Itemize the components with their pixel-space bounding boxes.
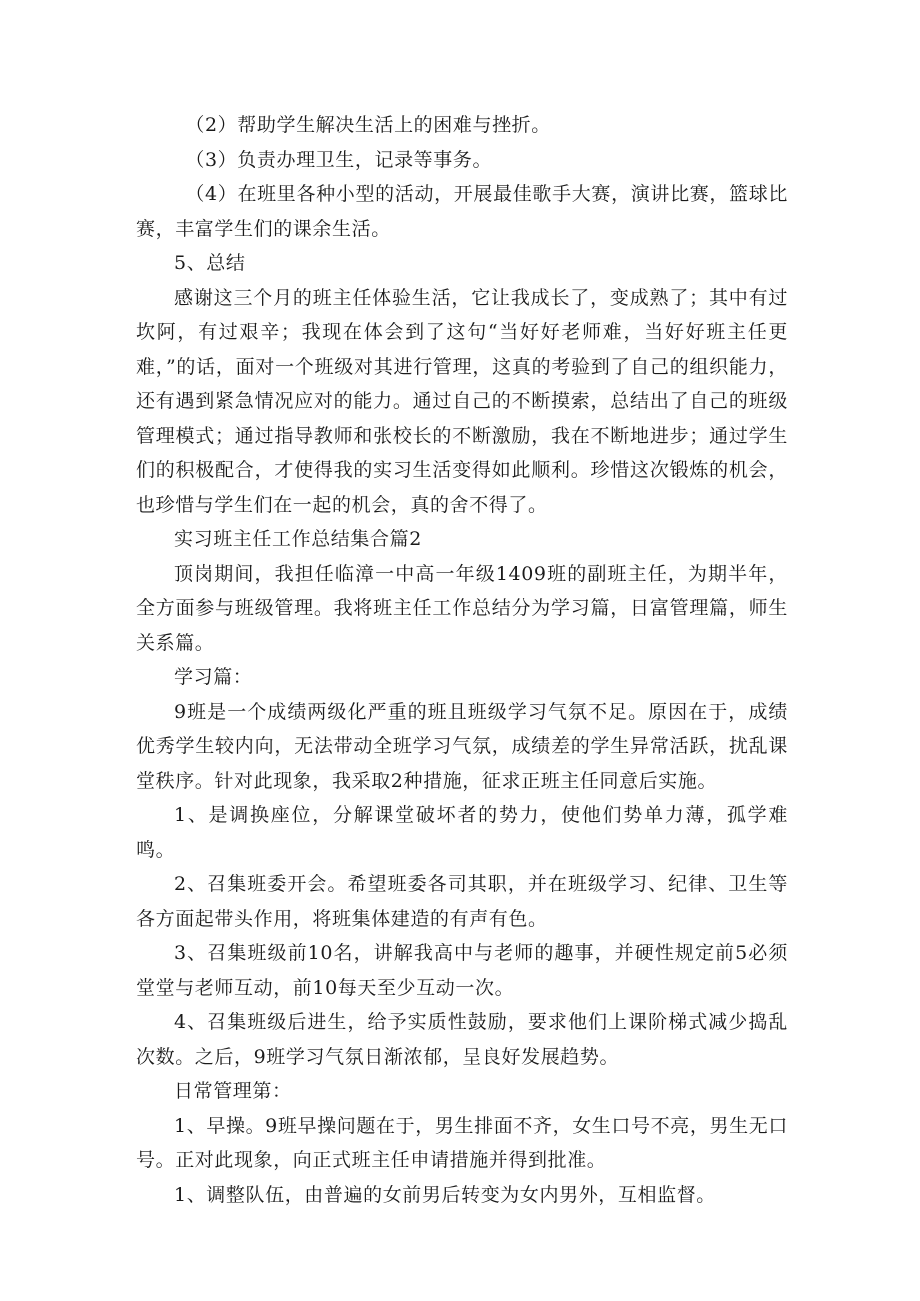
paragraph-measure-2: 2、召集班委开会。希望班委各司其职，并在班级学习、纪律、卫生等各方面起带头作用，将班集体建造的有声有色。	[136, 873, 788, 930]
paragraph-intro: 顶岗期间，我担任临漳一中高一年级1409班的副班主任，为期半年，全方面参与班级管理。我将班主任工作总结分为学习篇，日富管理篇，师生关系篇。	[136, 562, 788, 654]
paragraph-help-students: （2）帮助学生解决生活上的困难与挫折。	[185, 114, 551, 136]
paragraph-class-activities: （4）在班里各种小型的活动，开展最佳歌手大赛，演讲比赛，篮球比赛，丰富学生们的课余生活。	[136, 183, 788, 240]
article-title-part-2: 实习班主任工作总结集合篇2	[174, 528, 422, 550]
paragraph-adjust-team: 1、调整队伍，由普遍的女前男后转变为女内男外，互相监督。	[174, 1183, 716, 1206]
paragraph-study-problem: 9班是一个成绩两级化严重的班且班级学习气氛不足。原因在于，成绩优秀学生较内向，无法带动全班学习气氛，成绩差的学生异常活跃，扰乱课堂秩序。针对此现象，我采取2种措施，征求正班主任同意后实施。	[136, 700, 788, 792]
section-heading-study: 学习篇：	[174, 666, 253, 688]
paragraph-hygiene-records: （3）负责办理卫生，记录等事务。	[185, 148, 493, 171]
paragraph-measure-1: 1、是调换座位，分解课堂破坏者的势力，使他们势单力薄，孤学难鸣。	[136, 804, 788, 861]
paragraph-measure-3: 3、召集班级前10名，讲解我高中与老师的趣事，并硬性规定前5必须堂堂与老师互动，前10每天至少互动一次。	[136, 942, 788, 999]
paragraph-morning-exercise: 1、早操。9班早操问题在于，男生排面不齐，女生口号不亮，男生无口号。正对此现象，向正式班主任申请措施并得到批准。	[136, 1114, 788, 1171]
section-heading-summary: 5、总结	[174, 252, 246, 274]
paragraph-measure-4: 4、召集班级后进生，给予实质性鼓励，要求他们上课阶梯式减少捣乱次数。之后，9班学习气氛日渐浓郁，呈良好发展趋势。	[136, 1011, 788, 1068]
document-page	[136, 108, 788, 1212]
paragraph-summary: 感谢这三个月的班主任体验生活，它让我成长了，变成熟了；其中有过坎阿，有过艰辛；我现在体会到了这句“当好好老师难，当好好班主任更难，”的话，面对一个班级对其进行管理，这真的考验到了自己的组织能力，还有遇到紧急情况应对的能力。通过自己的不断摸索，总结出了自己的班级管理模式；通过指导教师和张校长的不断激励，我在不断地进步；通过学生们的积极配合，才使得我的实习生活变得如此顺利。珍惜这次锻炼的机会，也珍惜与学生们在一起的机会，真的舍不得了。	[136, 286, 788, 516]
section-heading-daily-management: 日常管理第：	[174, 1080, 292, 1102]
